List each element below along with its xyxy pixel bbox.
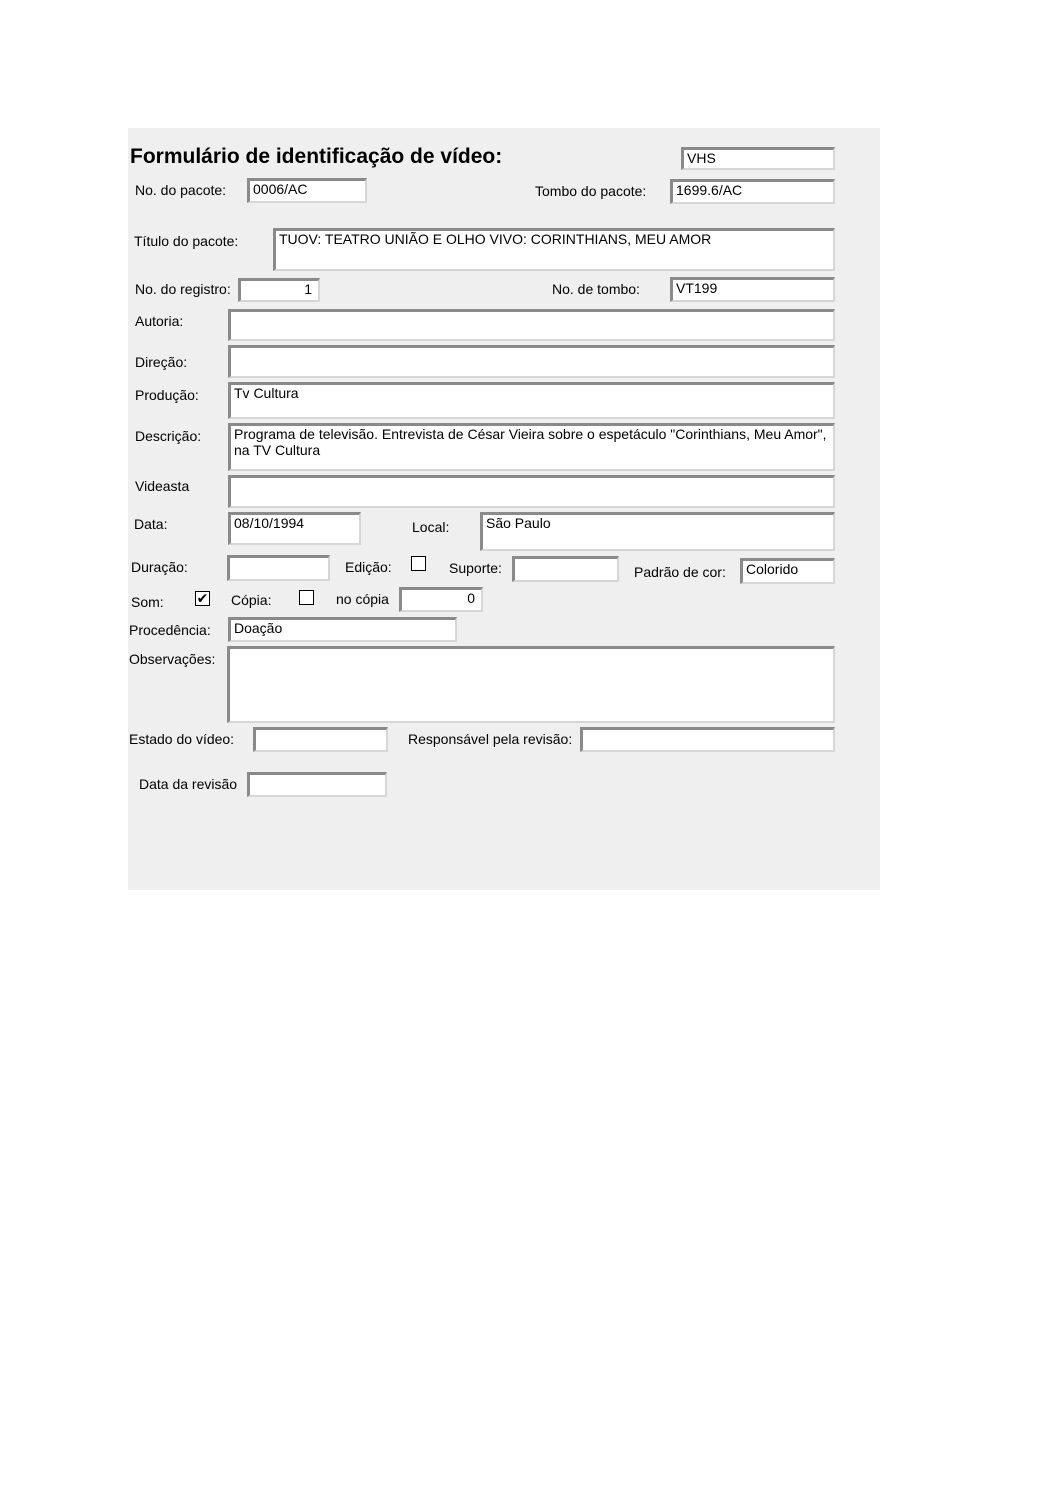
- format-field[interactable]: VHS: [681, 147, 835, 170]
- padrao-cor-label: Padrão de cor:: [634, 564, 726, 580]
- titulo-pacote-field[interactable]: TUOV: TEATRO UNIÃO E OLHO VIVO: CORINTHIANS, MEU AMOR: [273, 228, 835, 271]
- no-copia-label: no cópia: [336, 591, 389, 607]
- autoria-field[interactable]: [228, 309, 835, 341]
- duracao-label: Duração:: [131, 559, 188, 575]
- tombo-pacote-label: Tombo do pacote:: [535, 183, 647, 199]
- som-checkbox[interactable]: [195, 591, 210, 606]
- copia-checkbox[interactable]: [299, 590, 314, 605]
- no-tombo-field[interactable]: VT199: [670, 277, 835, 302]
- videasta-field[interactable]: [228, 475, 835, 508]
- producao-label: Produção:: [135, 387, 199, 403]
- form-title: Formulário de identificação de vídeo:: [130, 145, 503, 168]
- no-tombo-label: No. de tombo:: [552, 281, 640, 297]
- edicao-checkbox[interactable]: [411, 556, 426, 571]
- no-registro-field[interactable]: 1: [238, 278, 320, 302]
- producao-field[interactable]: Tv Cultura: [228, 382, 835, 419]
- titulo-pacote-label: Título do pacote:: [134, 233, 239, 249]
- observacoes-label: Observações:: [129, 651, 216, 667]
- tombo-pacote-field[interactable]: 1699.6/AC: [670, 179, 835, 204]
- suporte-field[interactable]: [512, 556, 619, 582]
- responsavel-revisao-label: Responsável pela revisão:: [408, 731, 573, 747]
- observacoes-field[interactable]: [227, 646, 835, 723]
- no-pacote-field[interactable]: 0006/AC: [247, 178, 367, 203]
- som-label: Som:: [131, 594, 164, 610]
- data-field[interactable]: 08/10/1994: [228, 512, 361, 545]
- data-revisao-field[interactable]: [247, 772, 387, 797]
- copia-label: Cópia:: [231, 592, 272, 608]
- direcao-label: Direção:: [135, 354, 188, 370]
- checkmark-icon: ✔: [196, 590, 209, 606]
- videasta-label: Videasta: [135, 478, 190, 494]
- duracao-field[interactable]: [227, 555, 330, 581]
- local-label: Local:: [412, 519, 450, 535]
- descricao-label: Descrição:: [135, 428, 202, 444]
- data-label: Data:: [134, 516, 168, 532]
- edicao-label: Edição:: [345, 559, 392, 575]
- no-pacote-label: No. do pacote:: [135, 182, 227, 198]
- autoria-label: Autoria:: [135, 313, 184, 329]
- local-field[interactable]: São Paulo: [480, 512, 835, 551]
- suporte-label: Suporte:: [449, 560, 502, 576]
- procedencia-label: Procedência:: [129, 622, 211, 638]
- direcao-field[interactable]: [228, 345, 835, 378]
- no-copia-field[interactable]: 0: [399, 587, 483, 612]
- responsavel-revisao-field[interactable]: [580, 727, 835, 752]
- procedencia-field[interactable]: Doação: [228, 617, 457, 642]
- no-registro-label: No. do registro:: [135, 281, 231, 297]
- padrao-cor-field[interactable]: Colorido: [740, 558, 835, 584]
- estado-video-field[interactable]: [253, 727, 388, 752]
- estado-video-label: Estado do vídeo:: [129, 731, 235, 747]
- data-revisao-label: Data da revisão: [139, 776, 238, 792]
- descricao-field[interactable]: Programa de televisão. Entrevista de César Vieira sobre o espetáculo "Corinthians, Meu Amor", na TV Cultura: [228, 423, 835, 471]
